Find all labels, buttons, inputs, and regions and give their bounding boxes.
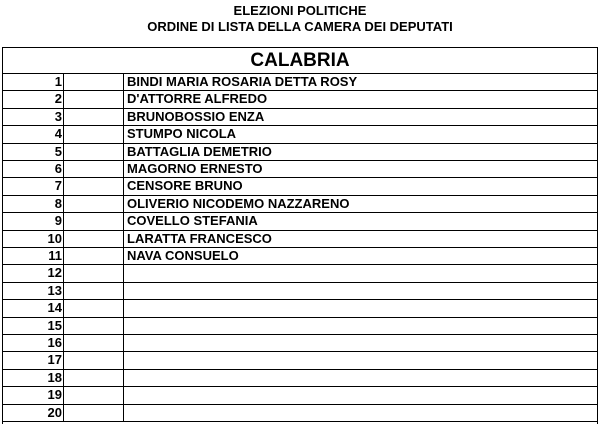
candidate-name: OLIVERIO NICODEMO NAZZARENO — [127, 195, 350, 211]
candidate-name: MAGORNO ERNESTO — [127, 161, 263, 176]
row-number: 11 — [48, 248, 62, 263]
table-row — [3, 74, 597, 91]
row-number: 5 — [54, 143, 62, 159]
column-divider — [123, 196, 124, 212]
column-divider — [123, 370, 124, 386]
column-divider — [123, 91, 124, 107]
column-divider — [63, 283, 64, 299]
candidate-name — [127, 387, 595, 403]
column-divider — [63, 196, 64, 212]
column-divider — [63, 144, 64, 160]
table-row — [3, 318, 597, 335]
table-row — [3, 405, 597, 422]
column-divider — [63, 387, 64, 403]
table-row — [3, 126, 597, 143]
candidate-name — [127, 370, 595, 386]
column-divider — [123, 352, 124, 368]
candidate-name — [127, 283, 595, 299]
candidate-name: COVELLO STEFANIA — [127, 213, 258, 229]
column-divider — [123, 335, 124, 351]
row-number: 16 — [47, 335, 62, 350]
column-divider — [63, 352, 64, 368]
candidate-name: CENSORE BRUNO — [127, 178, 243, 194]
column-divider — [63, 300, 64, 316]
column-divider — [63, 126, 64, 142]
table-row — [3, 213, 597, 230]
table-row — [3, 91, 597, 108]
candidate-list-table — [2, 47, 598, 424]
row-number: 3 — [54, 108, 62, 124]
table-row — [3, 300, 597, 317]
column-divider — [123, 74, 124, 90]
column-divider — [123, 231, 124, 247]
document-title: ELEZIONI POLITICHE — [233, 3, 367, 18]
candidate-name: STUMPO NICOLA — [127, 126, 237, 142]
candidate-name: D'ATTORRE ALFREDO — [127, 91, 268, 107]
table-row — [3, 335, 597, 352]
candidate-name: BATTAGLIA DEMETRIO — [127, 143, 272, 159]
row-number: 17 — [47, 352, 62, 368]
table-row — [3, 144, 597, 161]
candidate-name — [127, 352, 595, 368]
column-divider — [123, 300, 124, 316]
table-row — [3, 370, 597, 387]
candidate-name — [127, 300, 595, 316]
region-heading: CALABRIA — [3, 48, 597, 74]
table-row — [3, 109, 597, 126]
candidate-name: BINDI MARIA ROSARIA DETTA ROSY — [127, 74, 358, 89]
column-divider — [63, 318, 64, 334]
column-divider — [123, 144, 124, 160]
row-number: 9 — [54, 213, 62, 229]
candidate-name: BRUNOBOSSIO ENZA — [127, 108, 265, 124]
column-divider — [123, 387, 124, 403]
row-number: 1 — [54, 74, 62, 89]
column-divider — [63, 161, 64, 177]
table-row — [3, 352, 597, 369]
row-number: 2 — [54, 91, 62, 107]
column-divider — [123, 161, 124, 177]
column-divider — [63, 91, 64, 107]
column-divider — [123, 248, 124, 264]
row-number: 10 — [47, 230, 62, 246]
column-divider — [123, 213, 124, 229]
row-number: 19 — [47, 387, 62, 403]
column-divider — [63, 213, 64, 229]
row-number: 12 — [47, 265, 62, 281]
table-row — [3, 248, 597, 265]
candidate-name — [127, 265, 595, 281]
column-divider — [63, 370, 64, 386]
column-divider — [63, 74, 64, 90]
candidate-name — [127, 318, 595, 334]
row-number: 13 — [47, 282, 62, 298]
table-row — [3, 387, 597, 404]
table-row — [3, 265, 597, 282]
column-divider — [123, 109, 124, 125]
column-divider — [123, 178, 124, 194]
table-row — [3, 178, 597, 195]
candidate-name: NAVA CONSUELO — [127, 248, 239, 263]
row-number: 18 — [47, 369, 62, 385]
candidate-name — [127, 405, 595, 421]
row-number: 14 — [47, 300, 62, 316]
column-divider — [63, 109, 64, 125]
column-divider — [63, 335, 64, 351]
column-divider — [63, 231, 64, 247]
row-number: 8 — [54, 195, 62, 211]
column-divider — [123, 265, 124, 281]
column-divider — [63, 405, 64, 421]
table-row — [3, 283, 597, 300]
column-divider — [63, 248, 64, 264]
column-divider — [63, 265, 64, 281]
document-subtitle: ORDINE DI LISTA DELLA CAMERA DEI DEPUTATI — [147, 19, 453, 34]
table-row — [3, 196, 597, 213]
row-number: 6 — [54, 161, 62, 176]
row-number: 7 — [54, 178, 62, 194]
column-divider — [123, 283, 124, 299]
column-divider — [123, 126, 124, 142]
column-divider — [123, 405, 124, 421]
table-row — [3, 231, 597, 248]
row-number: 4 — [54, 126, 62, 142]
row-number: 20 — [47, 404, 62, 420]
table-row — [3, 161, 597, 178]
candidate-name: LARATTA FRANCESCO — [127, 230, 272, 246]
column-divider — [63, 178, 64, 194]
column-divider — [123, 318, 124, 334]
row-number: 15 — [47, 317, 62, 333]
candidate-name — [127, 335, 595, 351]
